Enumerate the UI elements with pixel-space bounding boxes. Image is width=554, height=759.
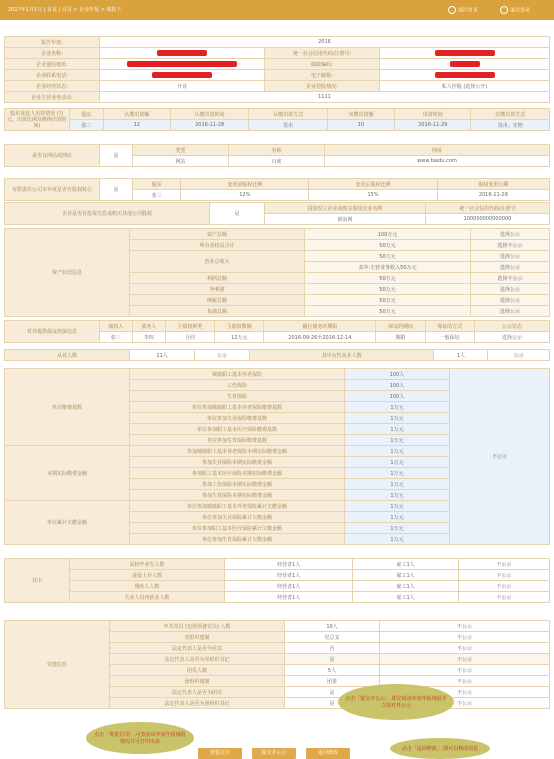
equity-cell-3: 2016-11-28 — [437, 190, 549, 201]
staff-table — [4, 349, 550, 361]
submit-publish-button[interactable]: 提交并公示 — [252, 748, 296, 759]
among-key: 高校毕业生人数 — [70, 559, 225, 570]
inv-cell-5: 2016-11-29 — [395, 120, 471, 131]
social-value: 1万元 — [345, 457, 450, 468]
guarantee-cell-1: 李四 — [132, 332, 165, 343]
back-home-label: 返回首页 — [458, 7, 479, 14]
investors-label: 股东发起人出资情况 (万元、出资比例及缴纳出资时间) — [5, 109, 70, 131]
party-status: 不公示 — [380, 632, 550, 643]
among-worker: 雇工1人 — [353, 570, 459, 581]
among-worker: 雇工1人 — [353, 581, 459, 592]
investment-table — [4, 202, 550, 225]
social-value: 1万元 — [345, 490, 450, 501]
inv-header-6: 实缴出资方式 — [471, 109, 550, 120]
inv-header-1: 认缴出资额 — [103, 109, 170, 120]
website-cell-2: www.baidu.com — [325, 156, 550, 167]
assets-status: 选择公示 — [470, 262, 549, 273]
social-key: 参加生育保险本期实际缴费金额 — [130, 490, 345, 501]
among-worker: 雇工1人 — [353, 592, 459, 603]
investor-table — [4, 108, 550, 131]
social-group2-label: 本期实际缴费金额 — [5, 446, 130, 501]
party-value: 党总支 — [285, 632, 380, 643]
social-value: 1万元 — [345, 402, 450, 413]
social-key: 工伤保险 — [130, 380, 345, 391]
social-key: 城镇职工基本养老保险 — [130, 369, 345, 380]
guarantee-cell-0: 张三 — [100, 332, 133, 343]
party-key: 法定代表人是否为党组织书记 — [110, 654, 285, 665]
equity-cell-0: 张三 — [133, 190, 181, 201]
equity-header-1: 变更前股权比例 — [181, 179, 309, 190]
party-key: 中共党员 (包括预备党员) 人数 — [110, 621, 285, 632]
basic-info-table — [4, 36, 550, 103]
assets-status: 选择公示 — [470, 295, 549, 306]
social-value: 1万元 — [345, 435, 450, 446]
modify-hint-bubble: 点击「返回修改」,即可以修改信息 — [390, 738, 490, 759]
party-key: 团员人数 — [110, 665, 285, 676]
zip-value[interactable] — [380, 59, 550, 70]
guarantee-table — [4, 320, 550, 343]
among-key: 失业人员再就业人数 — [70, 592, 225, 603]
investment-cell-1: 100000000000000 — [425, 214, 549, 225]
party-table — [4, 620, 550, 709]
social-value: 100人 — [345, 369, 450, 380]
inv-cell-3: 货币 — [249, 120, 327, 131]
website-cell-1: 百度 — [229, 156, 325, 167]
social-status: 不公示 — [450, 369, 550, 545]
preview-hint-bubble: 点击「预览打印」,可查看该年度年报填报情况并可打印出来 — [86, 722, 194, 754]
inv-cell-4: 10 — [327, 120, 394, 131]
among-worker: 雇工1人 — [353, 559, 459, 570]
among-key: 残疾人人数 — [70, 581, 225, 592]
social-value: 100人 — [345, 391, 450, 402]
party-status: 不公示 — [380, 643, 550, 654]
logout-link[interactable] — [500, 6, 530, 14]
year-label: 报告年度: — [5, 37, 100, 48]
assets-status: 选择公示 — [470, 229, 549, 240]
inv-header-0: 股东 — [70, 109, 104, 120]
zip-label: 邮政编码: — [265, 59, 380, 70]
guarantee-header-3: 主债权数额 — [215, 321, 264, 332]
assets-value: 50万元 — [305, 306, 471, 317]
assets-status: 选择不公示 — [470, 240, 549, 251]
website-cell-0: 网站 — [133, 156, 229, 167]
business-label: 企业主营业务活动: — [5, 92, 100, 103]
email-label: 电子邮箱: — [265, 70, 380, 81]
among-owner: 经营者1人 — [225, 570, 353, 581]
among-key: 退役士兵人数 — [70, 570, 225, 581]
party-status: 不公示 — [380, 621, 550, 632]
social-key: 参加职工基本医疗保险本期实际缴费金额 — [130, 468, 345, 479]
guarantee-header-2: 主债权种类 — [165, 321, 214, 332]
back-modify-button[interactable]: 返回修改 — [306, 748, 350, 759]
assets-status: 选择公示 — [470, 251, 549, 262]
table-row — [5, 581, 550, 592]
guarantee-header-7: 公示状态 — [475, 321, 550, 332]
name-label: 企业名称: — [5, 48, 100, 59]
guarantee-cell-4: 2016-09-26至2016-12-14 — [264, 332, 376, 343]
assets-status: 选择公示 — [470, 284, 549, 295]
social-value: 1万元 — [345, 501, 450, 512]
assets-value: 50万元 — [305, 273, 471, 284]
equity-header-0: 股东 — [133, 179, 181, 190]
social-table — [4, 368, 550, 545]
social-value: 1万元 — [345, 523, 450, 534]
table-row — [5, 592, 550, 603]
guarantee-cell-7: 选择公示 — [475, 332, 550, 343]
among-table — [4, 558, 550, 603]
assets-value: 50万元 — [305, 284, 471, 295]
social-value: 1万元 — [345, 446, 450, 457]
social-value: 1万元 — [345, 413, 450, 424]
among-label: 其中 — [5, 559, 70, 603]
among-status: 不公示 — [458, 559, 549, 570]
table-row — [5, 621, 550, 632]
equity-header-2: 变更后股权比例 — [309, 179, 437, 190]
home-icon — [448, 6, 456, 14]
among-owner: 经营者1人 — [225, 559, 353, 570]
party-status: 不公示 — [380, 654, 550, 665]
staff-value: 11人 — [130, 350, 195, 361]
equity-cell-1: 12% — [181, 190, 309, 201]
year-value: 2016 — [100, 37, 550, 48]
social-key: 单位参加生育保险累计欠缴金额 — [130, 534, 345, 545]
assets-value: 100万元 — [305, 229, 471, 240]
party-value: 是 — [285, 687, 380, 698]
guarantee-cell-3: 12万元 — [215, 332, 264, 343]
assets-key: 净利润 — [130, 284, 305, 295]
party-value: 5人 — [285, 665, 380, 676]
social-key: 单位参加失业保险累计欠缴金额 — [130, 512, 345, 523]
female-status: 公示 — [488, 350, 550, 361]
guarantee-cell-6: 一般保证 — [425, 332, 474, 343]
logout-label: 退出登录 — [510, 7, 531, 14]
social-value: 1万元 — [345, 424, 450, 435]
table-row — [5, 570, 550, 581]
among-status: 不公示 — [458, 570, 549, 581]
social-value: 100人 — [345, 380, 450, 391]
assets-status: 选择公示 — [470, 306, 549, 317]
party-key: 法定代表人是否为团组织书记 — [110, 698, 285, 709]
status-label: 企业经营状态: — [5, 81, 100, 92]
assets-value: 50万元 — [305, 295, 471, 306]
inv-header-4: 实缴出资额 — [327, 109, 394, 120]
investment-cell-0: 新浪网 — [265, 214, 426, 225]
guarantee-label: 对外提供保证担保信息 — [5, 321, 100, 343]
social-key: 单位参加职工基本医疗保险累计欠缴金额 — [130, 523, 345, 534]
social-key: 单位参加失业保险缴费基数 — [130, 413, 345, 424]
social-key: 单位参加职工基本医疗保险缴费基数 — [130, 424, 345, 435]
status-value: 开业 — [100, 81, 265, 92]
social-key: 参加失业保险本期实际缴费金额 — [130, 457, 345, 468]
assets-value: 50万元 — [305, 251, 471, 262]
holding-value — [380, 81, 550, 92]
assets-value: 其中:主营业务收入50万元 — [305, 262, 471, 273]
party-key: 法定代表人是否为团员 — [110, 687, 285, 698]
party-status: 不公示 — [380, 698, 550, 709]
back-home-link[interactable] — [448, 6, 478, 14]
address-value[interactable] — [100, 59, 265, 70]
party-status: 不公示 — [380, 665, 550, 676]
social-key: 生育保险 — [130, 391, 345, 402]
assets-status: 选择不公示 — [470, 273, 549, 284]
party-key: 党组织建制 — [110, 632, 285, 643]
inv-cell-6: 货币、实物 — [471, 120, 550, 131]
party-value: 10人 — [285, 621, 380, 632]
credit-value[interactable] — [380, 48, 550, 59]
holding-value-1: 私人控股 — [441, 83, 462, 90]
guarantee-header-4: 履行债务的期限 — [264, 321, 376, 332]
investment-header-0: 投资设立企业或购买股权企业名称 — [265, 203, 426, 214]
business-value: 1111 — [100, 92, 550, 103]
social-group3-label: 单位累计欠缴金额 — [5, 501, 130, 545]
table-row — [5, 369, 550, 380]
party-value: 团委 — [285, 676, 380, 687]
guarantee-header-1: 债务人 — [132, 321, 165, 332]
equity-table — [4, 178, 550, 201]
equity-header-3: 股权变更日期 — [437, 179, 549, 190]
website-header-0: 类型 — [133, 145, 229, 156]
address-label: 企业通信地址: — [5, 59, 100, 70]
name-value[interactable] — [100, 48, 265, 59]
website-header-2: 网址 — [325, 145, 550, 156]
power-icon — [500, 6, 508, 14]
breadcrumb: 2017年1月1日 | 首页 | 首页 > 企业年报 > 填报下 — [8, 7, 122, 13]
equity-value: 是 — [100, 179, 133, 201]
social-key: 单位参加生育保险缴费基数 — [130, 435, 345, 446]
among-owner: 经营者1人 — [225, 581, 353, 592]
top-bar — [0, 0, 554, 20]
social-value: 1万元 — [345, 468, 450, 479]
inv-cell-0: 张三 — [70, 120, 104, 131]
equity-cell-2: 15% — [309, 190, 437, 201]
social-key: 参加城镇职工基本养老保险本期实际缴费金额 — [130, 446, 345, 457]
website-value: 是 — [100, 145, 133, 167]
party-value: 是 — [285, 698, 380, 709]
guarantee-header-0: 债权人 — [100, 321, 133, 332]
assets-key: 负债总额 — [130, 306, 305, 317]
among-owner: 经营者1人 — [225, 592, 353, 603]
guarantee-header-6: 保证的方式 — [425, 321, 474, 332]
assets-key: 资产总额 — [130, 229, 305, 240]
website-table — [4, 144, 550, 167]
inv-header-5: 出资时间 — [395, 109, 471, 120]
investment-label: 企业是否有投资信息或购买其他公司股权 — [5, 203, 210, 225]
social-value: 1万元 — [345, 512, 450, 523]
contact-value[interactable] — [100, 70, 265, 81]
social-value: 1万元 — [345, 479, 450, 490]
social-key: 单位参加城镇职工基本养老保险缴费基数 — [130, 402, 345, 413]
assets-key: 利润总额 — [130, 273, 305, 284]
party-label: 党建信息 — [5, 621, 110, 709]
assets-key: 所有者权益合计 — [130, 240, 305, 251]
among-status: 不公示 — [458, 592, 549, 603]
party-key: 团组织建制 — [110, 676, 285, 687]
among-status: 不公示 — [458, 581, 549, 592]
investment-header-1: 统一社会信用代码/注册号 — [425, 203, 549, 214]
social-group1-label: 单位缴费基数 — [5, 369, 130, 446]
assets-key: 营业总收入 — [130, 251, 305, 273]
social-value: 1万元 — [345, 534, 450, 545]
preview-print-button[interactable]: 预览打印 — [198, 748, 242, 759]
assets-table — [4, 228, 550, 317]
guarantee-cell-2: 合同 — [165, 332, 214, 343]
holding-value-2: (选择公开) — [463, 83, 488, 90]
guarantee-cell-5: 期限 — [376, 332, 425, 343]
inv-header-3: 认缴出资方式 — [249, 109, 327, 120]
inv-header-2: 认缴出资时间 — [170, 109, 248, 120]
submit-hint-bubble: 点击「提交并公示」,即完成该年度年报填报并立即对外公示 — [338, 684, 454, 720]
email-value[interactable] — [380, 70, 550, 81]
equity-label: 有限责任公司本年度是否有股权转让 — [5, 179, 100, 201]
inv-cell-2: 2016-11-28 — [170, 120, 248, 131]
party-value: 否 — [285, 643, 380, 654]
staff-label: 从业人数 — [5, 350, 130, 361]
female-label: 其中女性从业人数 — [250, 350, 434, 361]
investment-value: 是 — [210, 203, 265, 225]
staff-status: 公示 — [195, 350, 250, 361]
website-label: 是否有网站或网店 — [5, 145, 100, 167]
assets-value: 50万元 — [305, 240, 471, 251]
assets-key: 纳税总额 — [130, 295, 305, 306]
table-row — [5, 229, 550, 240]
table-row — [5, 559, 550, 570]
party-key: 法定代表人是否为党员 — [110, 643, 285, 654]
party-status: 不公示 — [380, 687, 550, 698]
inv-cell-1: 12 — [103, 120, 170, 131]
holding-label: 企业控股情况: — [265, 81, 380, 92]
party-status: 不公示 — [380, 676, 550, 687]
social-key: 单位参加城镇职工基本养老保险累计欠缴金额 — [130, 501, 345, 512]
website-header-1: 名称 — [229, 145, 325, 156]
party-value: 是 — [285, 654, 380, 665]
social-key: 参加工伤保险本期实际缴费金额 — [130, 479, 345, 490]
female-value: 1人 — [434, 350, 488, 361]
assets-label: 资产状况信息 — [5, 229, 130, 317]
guarantee-header-5: 保证的期间 — [376, 321, 425, 332]
credit-label: 统一社会信用代码/注册号: — [265, 48, 380, 59]
contact-label: 企业联系电话: — [5, 70, 100, 81]
